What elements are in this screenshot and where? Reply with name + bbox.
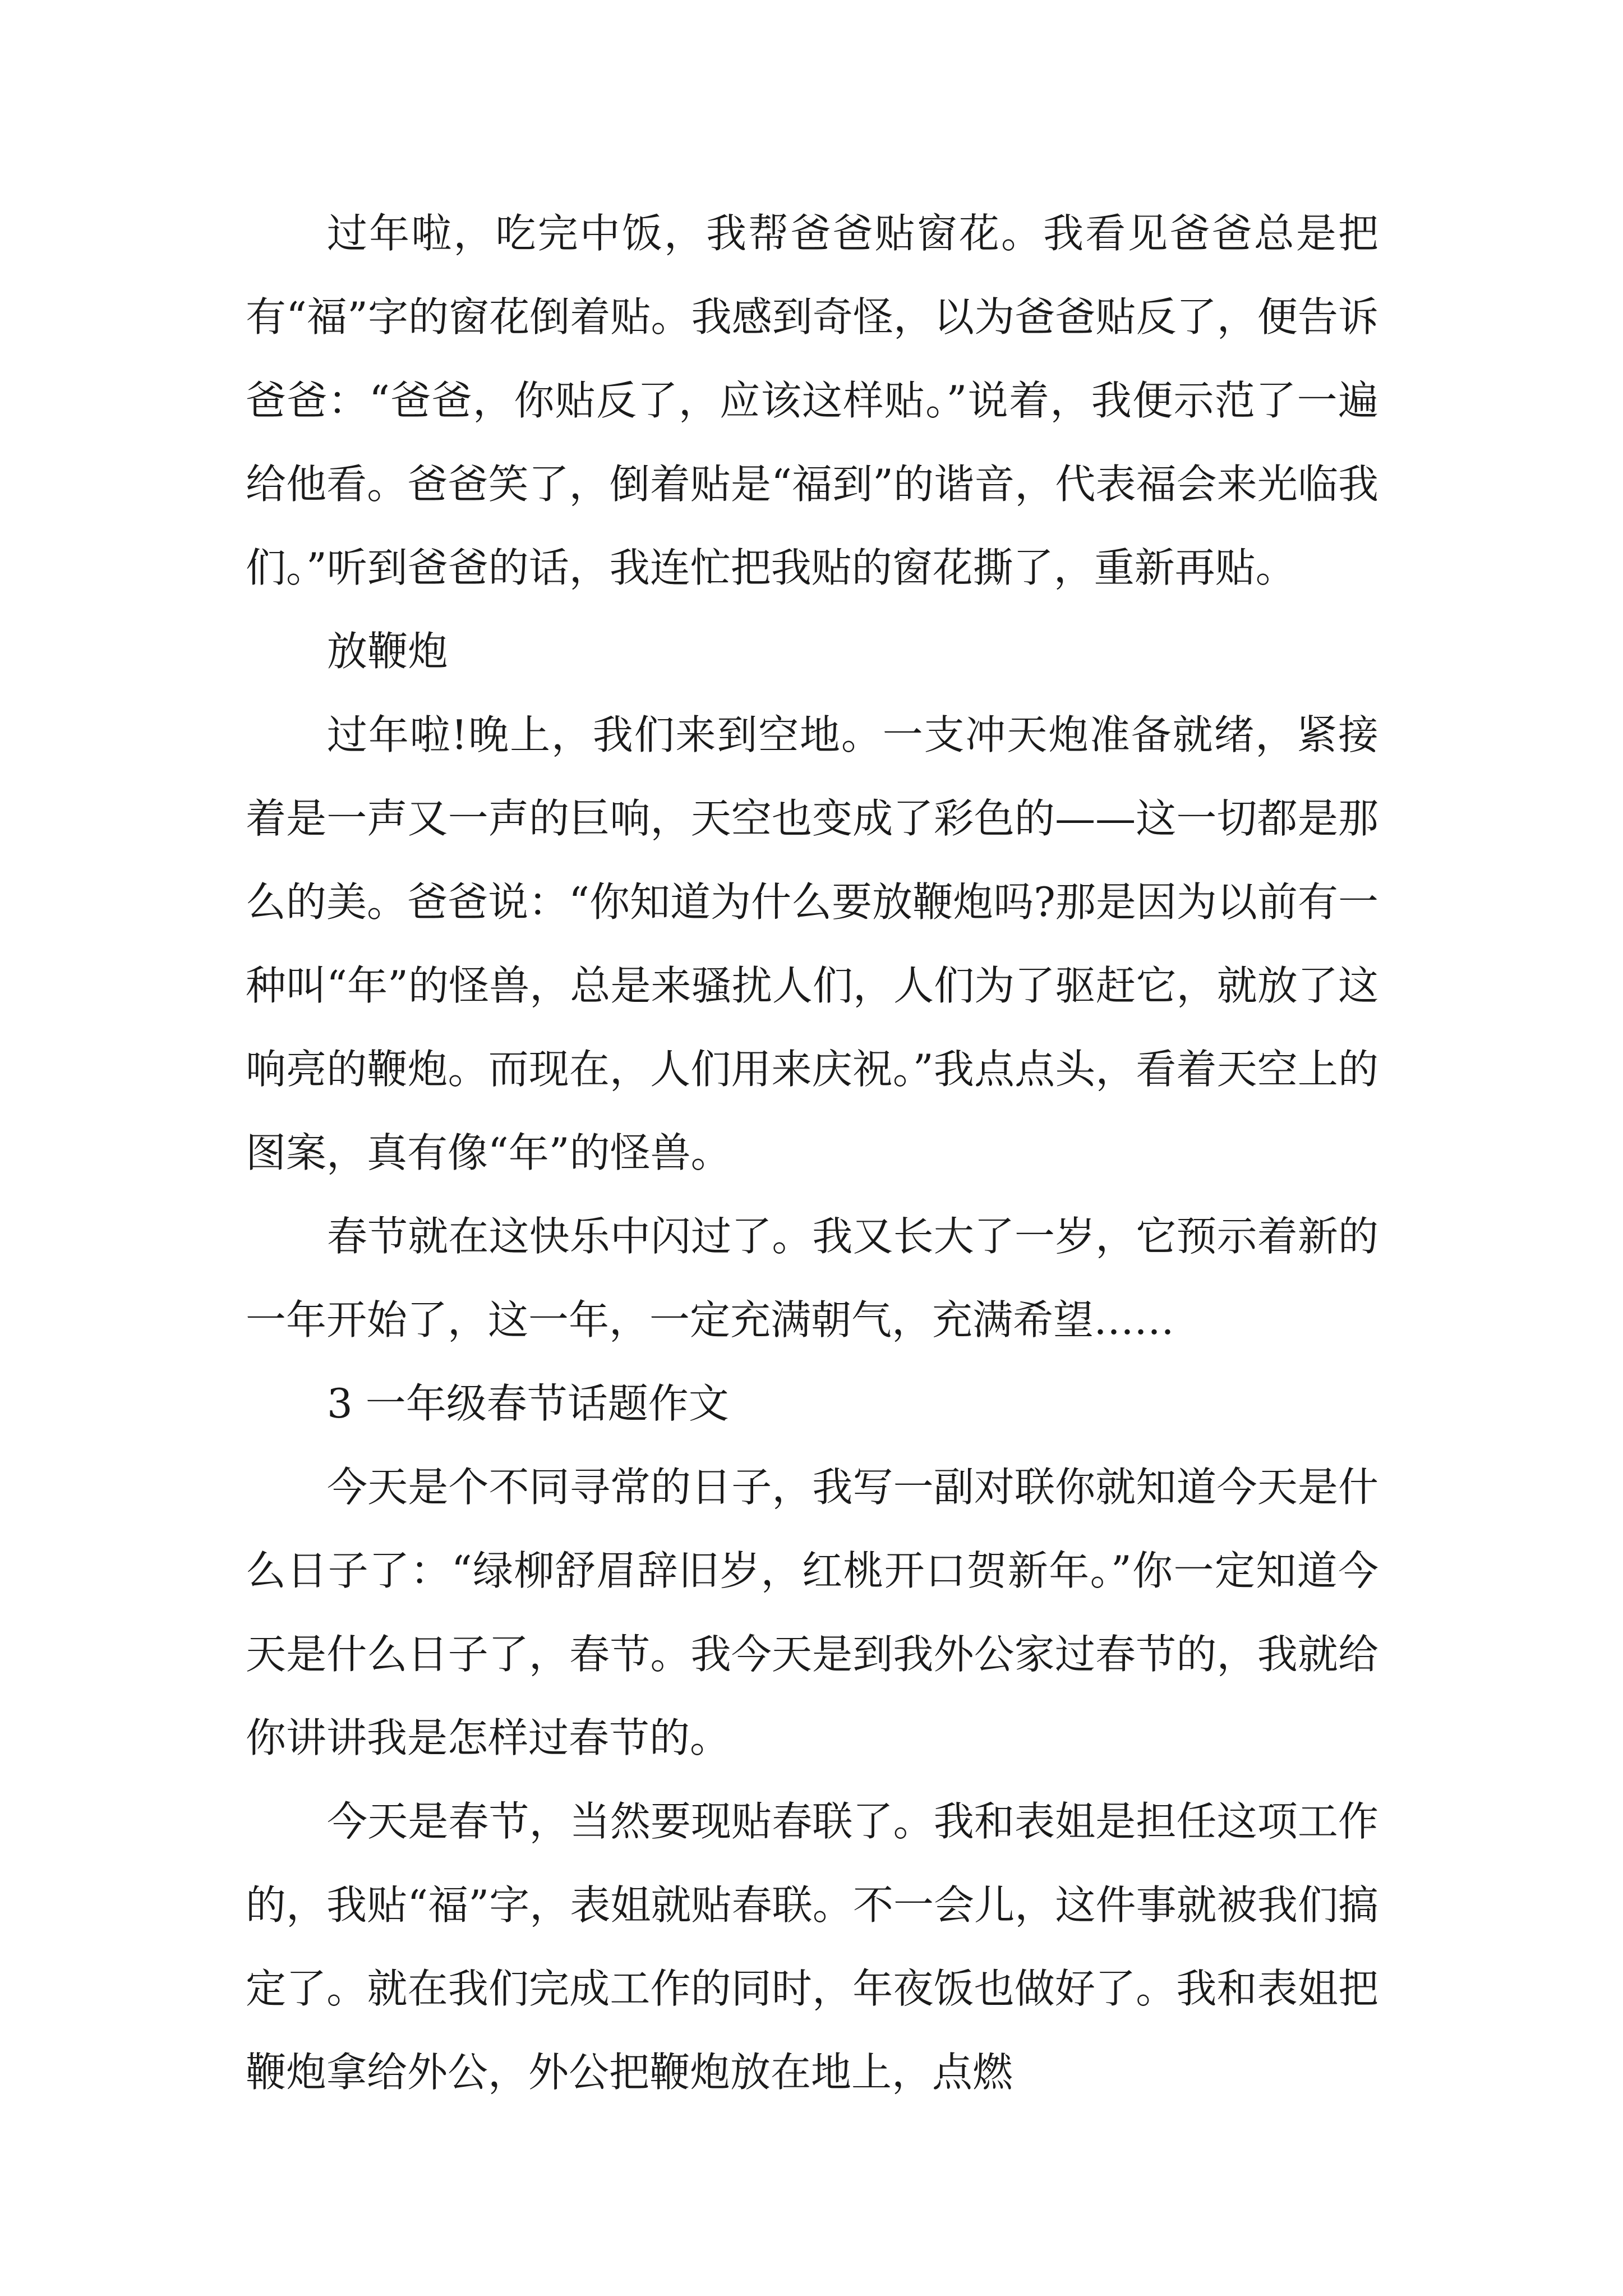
paragraph-window-flowers: 过年啦，吃完中饭，我帮爸爸贴窗花。我看见爸爸总是把有“福”字的窗花倒着贴。我感到奇怪，以为爸爸贴反了，便告诉爸爸：“爸爸，你贴反了，应该这样贴。”说着，我便示范了一遍给他看。爸爸笑了，倒着贴是“福到”的谐音，代表福会来光临我们。”听到爸爸的话，我连忙把我贴的窗花撕了，重新再贴。 [246,210,1378,591]
section-heading-firecrackers: 放鞭炮 [327,628,449,675]
paragraph-spring-festival-passed: 春节就在这快乐中闪过了。我又长大了一岁，它预示着新的一年开始了，这一年，一定充满朝气，充满希望…… [246,1213,1378,1343]
paragraph-posting-couplets: 今天是春节，当然要现贴春联了。我和表姐是担任这项工作的，我贴“福”字，表姐就贴春联。不一会儿，这件事就被我们搞定了。就在我们完成工作的同时，年夜饭也做好了。我和表姐把鞭炮拿给外公，外公把鞭炮放在地上，点燃 [246,1798,1378,2096]
paragraph-firecrackers: 过年啦!晚上，我们来到空地。一支冲天炮准备就绪，紧接着是一声又一声的巨响，天空也变成了彩色的——这一切都是那么的美。爸爸说：“你知道为什么要放鞭炮吗?那是因为以前有一种叫“年”的怪兽，总是来骚扰人们，人们为了驱赶它，就放了这响亮的鞭炮。而现在，人们用来庆祝。”我点点头，看着天空上的图案，真有像“年”的怪兽。 [246,711,1378,1176]
essay-title: 3 一年级春节话题作文 [327,1380,729,1427]
paragraph-couplet: 今天是个不同寻常的日子，我写一副对联你就知道今天是什么日子了：“绿柳舒眉辞旧岁，红桃开口贺新年。”你一定知道今天是什么日子了，春节。我今天是到我外公家过春节的，我就给你讲讲我是怎样过春节的。 [246,1464,1378,1761]
document-body [246,192,1378,2114]
